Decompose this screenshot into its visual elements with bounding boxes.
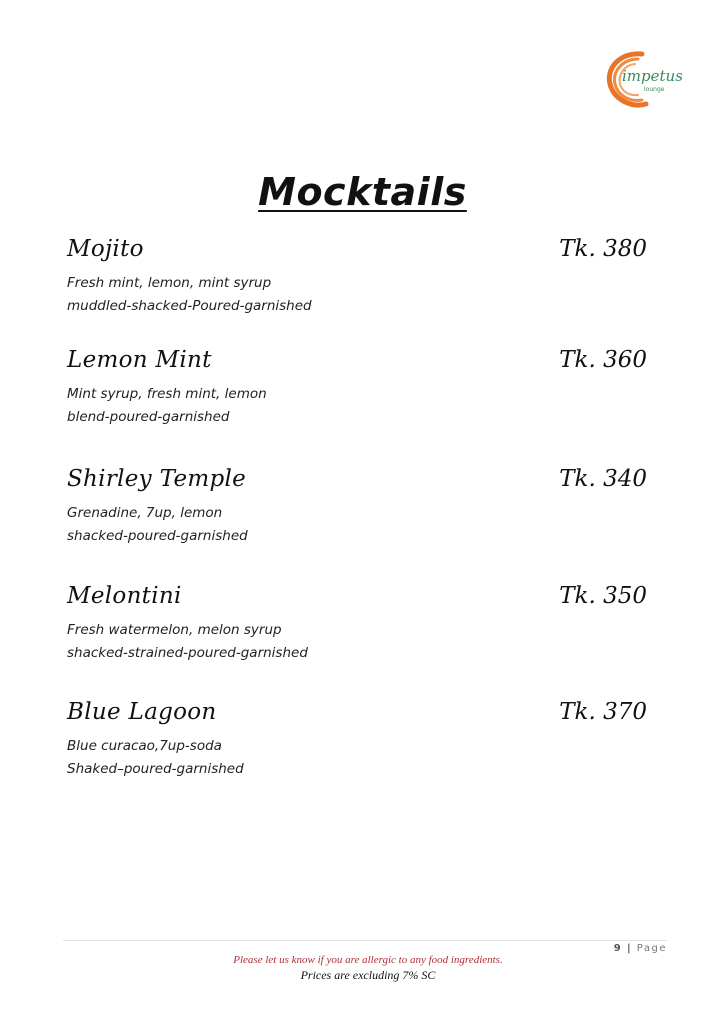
page-label: Page — [636, 943, 667, 954]
menu-item — [67, 583, 657, 665]
item-price: Tk. 350 — [559, 583, 647, 609]
item-price: Tk. 340 — [559, 466, 647, 492]
item-ingredients: Mint syrup, fresh mint, lemon — [67, 386, 267, 402]
page-number — [614, 943, 667, 954]
item-price: Tk. 380 — [559, 236, 647, 262]
item-ingredients: Blue curacao,7up-soda — [67, 738, 222, 754]
item-name: Shirley Temple — [67, 466, 247, 492]
item-method: shacked-strained-poured-garnished — [67, 645, 308, 661]
item-price: Tk. 370 — [559, 699, 647, 725]
page-number-value: 9 — [613, 943, 623, 954]
menu-item — [67, 347, 657, 429]
menu-item — [67, 236, 657, 318]
svg-text:impetus: impetus — [622, 67, 682, 85]
item-method: blend-poured-garnished — [67, 409, 230, 425]
page-title — [0, 170, 725, 214]
item-method: shacked-poured-garnished — [67, 528, 248, 544]
footer-divider — [63, 940, 667, 941]
logo-swirl-icon — [602, 50, 682, 110]
item-name: Mojito — [67, 236, 144, 262]
page-separator: | — [626, 943, 633, 954]
menu-item — [67, 699, 657, 781]
svg-text:lounge: lounge — [644, 86, 665, 93]
item-name: Melontini — [67, 583, 182, 609]
service-charge-note: Prices are excluding 7% SC — [300, 968, 436, 982]
item-method: Shaked–poured-garnished — [67, 761, 244, 777]
impetus-lounge-logo — [602, 50, 682, 110]
menu-item — [67, 466, 657, 548]
item-name: Lemon Mint — [67, 347, 212, 373]
item-ingredients: Grenadine, 7up, lemon — [67, 505, 223, 521]
item-price: Tk. 360 — [559, 347, 647, 373]
item-name: Blue Lagoon — [67, 699, 217, 725]
item-ingredients: Fresh mint, lemon, mint syrup — [67, 275, 272, 291]
allergy-note: Please let us know if you are allergic to any food ingredients. — [233, 954, 503, 966]
item-ingredients: Fresh watermelon, melon syrup — [67, 622, 282, 638]
item-method: muddled-shacked-Poured-garnished — [67, 298, 312, 314]
title-text: Mocktails — [258, 170, 467, 214]
